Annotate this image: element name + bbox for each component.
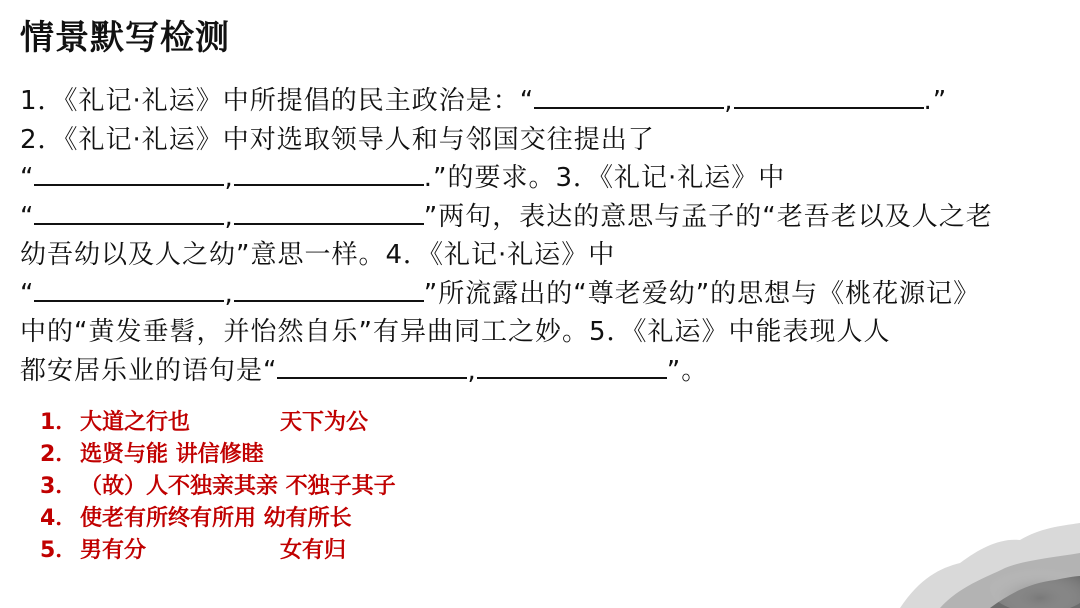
question-text-segment: ,: [467, 355, 477, 386]
question-text-segment: ,: [224, 278, 234, 309]
question-text-segment: “: [20, 278, 35, 309]
question-line: [20, 313, 1080, 352]
page-title: 情景默写检测: [20, 18, 230, 58]
question-line: [20, 236, 1080, 275]
question-line: [20, 82, 1080, 121]
fill-in-blank: [34, 278, 224, 302]
answer-part-a: 选贤与能 讲信修睦: [80, 442, 264, 467]
fill-in-blank: [277, 355, 467, 379]
question-text: [20, 82, 1080, 390]
answer-part-a: 使老有所终有所用 幼有所长: [80, 506, 352, 531]
answer-part-b: 女有归: [280, 538, 347, 563]
fill-in-blank: [234, 162, 424, 186]
answer-item: [40, 407, 396, 439]
question-text-segment: .”的要求。3．《礼记·礼运》中: [423, 163, 786, 193]
question-text-segment: ”两句，表达的意思与孟子的“老吾老以及人之老: [423, 201, 993, 232]
answer-part-a: 大道之行也: [80, 410, 191, 435]
question-text-segment: 中的“黄发垂髫，并怡然自乐”有异曲同工之妙。5．《礼运》中能表现人人: [20, 317, 891, 347]
answer-number: 3．: [40, 474, 78, 499]
question-text-segment: 幼吾幼以及人之幼”意思一样。4．《礼记·礼运》中: [20, 240, 616, 270]
answer-part-b: 天下为公: [280, 410, 369, 435]
question-line: [20, 159, 1080, 198]
question-text-segment: ,: [224, 163, 234, 193]
answer-list: [40, 407, 396, 567]
fill-in-blank: [477, 355, 667, 379]
question-text-segment: ,: [724, 86, 734, 116]
question-line: [20, 275, 1080, 314]
question-line: [20, 121, 1080, 160]
fill-in-blank: [234, 201, 424, 225]
answer-item: [40, 439, 396, 471]
question-text-segment: 1．《礼记·礼运》中所提倡的民主政治是：“: [20, 86, 535, 116]
question-text-segment: ”。: [666, 355, 709, 386]
question-line: [20, 198, 1080, 237]
fill-in-blank: [34, 201, 224, 225]
question-text-segment: “: [20, 163, 35, 193]
question-line: [20, 352, 1080, 391]
answer-item: [40, 471, 396, 503]
answer-number: 5．: [40, 538, 78, 563]
fill-in-blank: [734, 85, 924, 109]
answer-number: 2．: [40, 442, 78, 467]
question-text-segment: “: [20, 201, 35, 232]
fill-in-blank: [234, 278, 424, 302]
answer-number: 4．: [40, 506, 78, 531]
question-text-segment: ”所流露出的“尊老爱幼”的思想与《桃花源记》: [423, 278, 981, 309]
fill-in-blank: [534, 85, 724, 109]
fill-in-blank: [34, 162, 224, 186]
answer-item: [40, 503, 396, 535]
answer-item: [40, 535, 396, 567]
question-text-segment: .”: [923, 86, 948, 116]
question-text-segment: 都安居乐业的语句是“: [20, 355, 278, 386]
question-text-segment: ,: [224, 201, 234, 232]
ink-landscape-decoration: [880, 468, 1080, 608]
answer-part-a: 男有分: [80, 538, 147, 563]
answer-number: 1．: [40, 410, 78, 435]
answer-part-a: （故）人不独亲其亲 不独子其子: [80, 474, 396, 499]
question-text-segment: 2．《礼记·礼运》中对选取领导人和与邻国交往提出了: [20, 124, 655, 155]
